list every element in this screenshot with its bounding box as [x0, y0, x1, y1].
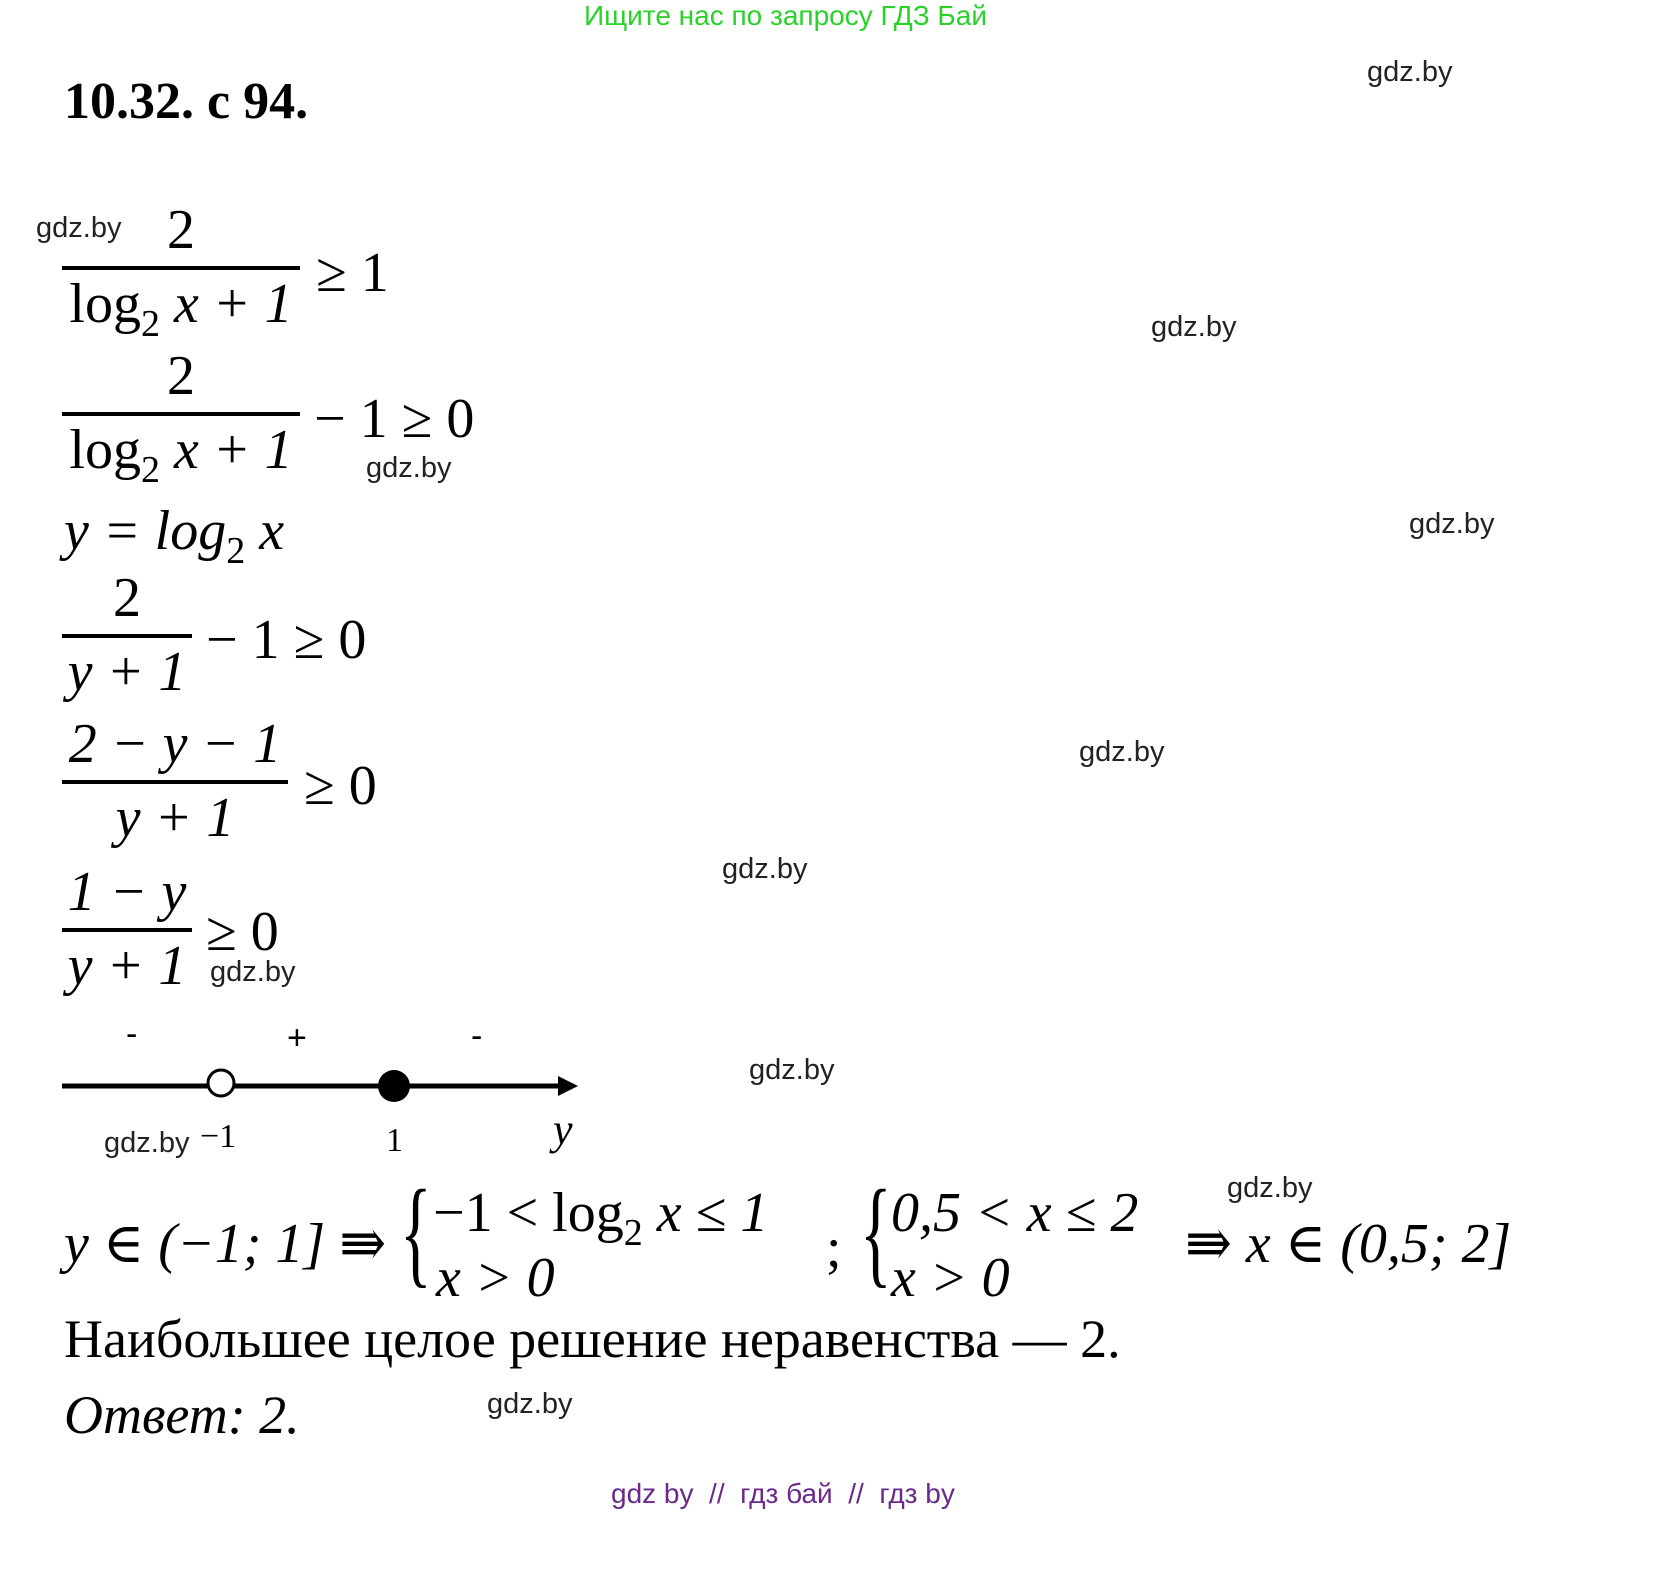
- watermark: gdz.by: [366, 452, 452, 484]
- open-point: [208, 1070, 234, 1096]
- numerator: 2: [113, 567, 141, 629]
- fraction-line-4: [62, 568, 192, 703]
- top-banner[interactable]: Ищите нас по запросу ГДЗ Бай: [584, 0, 988, 31]
- conclusion-text: Наибольшее целое решение неравенства — 2.: [64, 1309, 1121, 1369]
- fraction-bar: [62, 780, 288, 784]
- watermark: gdz.by: [36, 212, 122, 244]
- arrow-head: [558, 1076, 578, 1096]
- watermark: gdz.by: [722, 853, 808, 885]
- sign-middle: +: [287, 1019, 307, 1057]
- point-label-minus-one: −1: [200, 1118, 237, 1155]
- page-title: 10.32. с 94.: [64, 73, 309, 130]
- fraction-bar: [62, 412, 300, 416]
- system2-row2: x > 0: [891, 1247, 1010, 1309]
- sign-left: -: [126, 1015, 138, 1053]
- watermark: gdz.by: [487, 1388, 573, 1420]
- watermark: gdz.by: [1367, 56, 1453, 88]
- watermark: gdz.by: [1227, 1172, 1313, 1204]
- axis-label: y: [553, 1105, 573, 1154]
- watermark: gdz.by: [1151, 311, 1237, 343]
- point-label-one: 1: [386, 1122, 403, 1159]
- rhs-line-1: ≥ 1: [316, 242, 389, 304]
- number-line: [60, 1060, 590, 1120]
- sign-right: -: [471, 1017, 483, 1055]
- footer-links[interactable]: gdz by // гдз бай // гдз by: [611, 1478, 955, 1509]
- fraction-line-2: [62, 345, 300, 491]
- rhs-line-2: − 1 ≥ 0: [314, 388, 475, 450]
- left-brace: {: [400, 1165, 432, 1298]
- rhs-line-4: − 1 ≥ 0: [206, 609, 367, 671]
- system2-row1: 0,5 < x ≤ 2: [891, 1182, 1139, 1244]
- denominator: y + 1: [67, 934, 187, 997]
- numerator: 2: [167, 345, 195, 407]
- system1-row1: $-1 < \log_2 x \le 1$: [433, 1182, 769, 1254]
- rhs-line-6: ≥ 0: [206, 901, 279, 963]
- filled-point: [378, 1070, 410, 1102]
- answer-text: Ответ: 2.: [64, 1385, 300, 1445]
- fraction-bar: [62, 266, 300, 270]
- denominator: $\log_2 x + 1$: [69, 418, 293, 491]
- denominator: $\log_2 x + 1$: [69, 272, 293, 345]
- watermark: gdz.by: [1079, 736, 1165, 768]
- system-lead: y ∈ (−1; 1] ⇛: [64, 1213, 387, 1275]
- fraction-line-6: [62, 862, 192, 997]
- left-brace-2: {: [860, 1165, 892, 1298]
- denominator: y + 1: [115, 786, 235, 849]
- watermark: gdz.by: [210, 956, 296, 988]
- substitution-line: $y = \log_2 x$: [64, 500, 285, 572]
- fraction-line-5: [62, 714, 288, 849]
- system1-row2: x > 0: [436, 1247, 555, 1309]
- numerator: 1 − y: [67, 861, 187, 923]
- watermark: gdz.by: [104, 1127, 190, 1159]
- watermark: gdz.by: [1409, 508, 1495, 540]
- fraction-line-1: [62, 199, 300, 345]
- numerator: 2: [167, 199, 195, 261]
- denominator: y + 1: [67, 640, 187, 703]
- fraction-bar: [62, 634, 192, 638]
- fraction-bar: [62, 928, 192, 932]
- system-separator: ;: [826, 1217, 842, 1279]
- watermark: gdz.by: [749, 1054, 835, 1086]
- system-result: ⇛ x ∈ (0,5; 2]: [1185, 1213, 1512, 1275]
- numerator: 2 − y − 1: [68, 713, 282, 775]
- rhs-line-5: ≥ 0: [304, 755, 377, 817]
